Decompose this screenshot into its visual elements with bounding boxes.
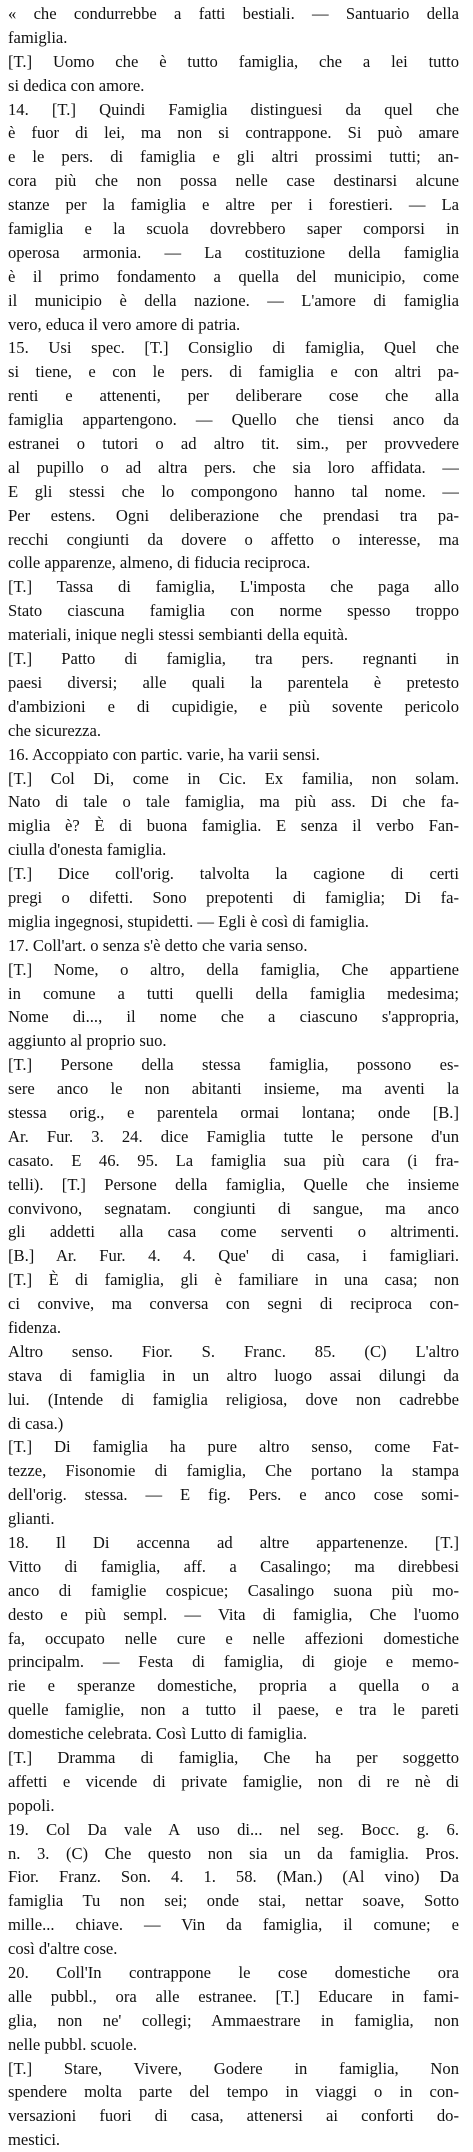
text-line: mille... chiave. — Vin da famiglia, il comune; e [8,1915,459,1935]
text-line: d'ambizioni e di cupidigie, e più sovente pericolo [8,696,459,716]
text-line: rie e speranze domestiche, propria a quella o a [8,1676,459,1696]
text-line: miglia ingegnosi, stupidetti. — Egli è così di famiglia. [8,911,369,931]
text-line: il municipio è della nazione. — L'amore di famiglia [8,290,459,310]
text-line: [B.] Ar. Fur. 4. 4. Que' di casa, i famigliari. [8,1246,459,1266]
text-line: n. 3. (C) Che questo non sia un da famiglia. Pros. [8,1843,459,1863]
text-line: lui. (Intende di famiglia religiosa, dove non cadrebbe [8,1389,459,1409]
text-line: renti e attenenti, per deliberare cose che alla [8,386,459,406]
text-line: « che condurrebbe a fatti bestiali. — Santuario della [8,4,459,23]
text-line: desto e più sempl. — Vita di famiglia, Che l'uomo [8,1604,459,1624]
text-line: Vitto di famiglia, aff. a Casalingo; ma direbbesi [8,1556,459,1576]
text-line: stava di famiglia in un altro luogo assai dilungi da [8,1365,459,1385]
text-line: gli addetti alla casa come serventi o altrimenti. [8,1222,459,1242]
text-line: famiglia appartengono. — Quello che tiensi anco da [8,410,459,430]
text-line: 19. Col Da vale A uso di... nel seg. Bocc. g. 6. [8,1819,459,1839]
text-line: [T.] È di famiglia, gli è familiare in una casa; non [8,1270,459,1290]
text-line: convivono, segnatam. congiunti di sangue, ma anco [8,1198,459,1218]
text-line: stessa orig., e parentela ormai lontana; onde [B.] [8,1102,459,1122]
text-line: quelle famiglie, non a tutto il paese, e tra le pareti [8,1700,459,1720]
text-line: famiglia Tu non sei; onde stai, nettar soave, Sotto [8,1891,459,1911]
text-line: che sicurezza. [8,720,102,740]
text-line: Per estens. Ogni deliberazione che prendasi tra pa- [8,505,459,525]
text-line: alle pubbl., ora alle estranee. [T.] Educare in fami- [8,1986,459,2006]
text-line: Fior. Franz. Son. 4. 1. 58. (Man.) (Al vino) Da [8,1867,459,1887]
text-line: è il primo fondamento a quella del municipio, come [8,266,459,286]
text-line: [T.] Uomo che è tutto famiglia, che a lei tutto [8,51,459,71]
text-line: e le pers. di famiglia e gli altri prossimi tutti; an- [8,147,459,167]
text-line: spendere molta parte del tempo in viaggi o in con- [8,2082,459,2102]
text-line: paesi diversi; alle quali la parentela è pretesto [8,672,459,692]
text-line: fa, occupato nelle cure e nelle affezioni domestiche [8,1628,459,1648]
text-line: famiglia e la scuola dovrebbero saper comporsi in [8,219,459,239]
text-line: dell'orig. stessa. — E fig. Pers. e anco cose somi- [8,1485,459,1505]
text-line: glianti. [8,1509,55,1529]
text-line: così d'altre cose. [8,1939,118,1959]
text-line: si dedica con amore. [8,75,145,95]
text-line: [T.] Stare, Vivere, Godere in famiglia, Non [8,2058,459,2078]
text-line: mestici. [8,2130,61,2150]
text-line: stanze per la famiglia e altre per i forestieri. — La [8,195,459,215]
text-line: anco di famiglie cospicue; Casalingo suona più mo- [8,1580,459,1600]
text-line: 16. Accoppiato con partic. varie, ha varii sensi. [8,744,320,764]
text-line: è fuor di lei, ma non si contrappone. Si può amare [8,123,459,143]
text-line: Nato di tale o tale famiglia, ma più ass. Di che fa- [8,792,459,812]
text-line: [T.] Tassa di famiglia, L'imposta che paga allo [8,577,459,597]
text-line: estranei o tutori o ad altro tit. sim., per provvedere [8,434,459,454]
text-line: popoli. [8,1795,55,1815]
text-line: in comune a tutti quelli della famiglia medesima; [8,983,459,1003]
text-line: [T.] Di famiglia ha pure altro senso, come Fat- [8,1437,459,1457]
text-line: recchi congiunti da dovere o affetto o interesse, ma [8,529,459,549]
text-line: [T.] Dice coll'orig. talvolta la cagione di certi [8,864,459,884]
text-line: [T.] Persone della stessa famiglia, possono es- [8,1055,459,1075]
text-line: fidenza. [8,1317,61,1337]
text-line: si tiene, e con le pers. di famiglia e con altri pa- [8,362,459,382]
text-line: sere anco le non abitanti insieme, ma aventi la [8,1079,459,1099]
text-line: ci convive, ma conversa con segni di reciproca con- [8,1294,459,1314]
text-line: Nome di..., il nome che a ciascuno s'appropria, [8,1007,459,1027]
text-line: vero, educa il vero amore di patria. [8,314,241,334]
text-line: colle apparenze, almeno, di fiducia reciproca. [8,553,311,573]
text-line: [T.] Patto di famiglia, tra pers. regnanti in [8,649,459,669]
text-line: miglia è? È di buona famiglia. E senza il verbo Fan- [8,816,459,836]
text-line: telli). [T.] Persone della famiglia, Quelle che insieme [8,1174,459,1194]
text-line: Ar. Fur. 3. 24. dice Famiglia tutte le persone d'un [8,1126,459,1146]
text-line: [T.] Nome, o altro, della famiglia, Che appartiene [8,959,459,979]
text-line: cora più che non possa nelle case destinarsi alcune [8,171,459,191]
text-line: 14. [T.] Quindi Famiglia distinguesi da quel che [8,99,459,119]
text-line: principalm. — Festa di famiglia, di gioje e memo- [8,1652,459,1672]
text-line: tezze, Fisonomie di famiglia, Che portano la stampa [8,1461,459,1481]
text-line: 20. Coll'In contrappone le cose domestiche ora [8,1963,459,1983]
text-line: E gli stessi che lo compongono hanno tal nome. — [8,481,459,501]
text-line: Stato ciascuna famiglia con norme spesso troppo [8,601,459,621]
text-line: domestiche celebrata. Così Lutto di famiglia. [8,1724,308,1744]
text-line: [T.] Col Di, come in Cic. Ex familia, non solam. [8,768,459,788]
text-line: nelle pubbl. scuole. [8,2034,138,2054]
text-line: pregi o difetti. Sono prepotenti di famiglia; Di fa- [8,887,459,907]
text-line: [T.] Dramma di famiglia, Che ha per soggetto [8,1748,459,1768]
text-line: di casa.) [8,1413,64,1433]
text-line: famiglia. [8,27,68,47]
text-line: al pupillo o ad altra pers. che sia loro affidata. — [8,457,459,477]
text-line: affetti e vicende di private famiglie, non di re nè di [8,1771,459,1791]
text-line: ciulla d'onesta famiglia. [8,840,167,860]
text-line: 18. Il Di accenna ad altre appartenenze. [T.] [8,1533,459,1552]
text-line: operosa armonia. — La costituzione della famiglia [8,242,459,262]
text-line: Altro senso. Fior. S. Franc. 85. (C) L'altro [8,1341,459,1361]
text-line: glia, non ne' collegi; Ammaestrare in famiglia, non [8,2010,459,2030]
text-line: casato. E 46. 95. La famiglia sua più cara (i fra- [8,1150,459,1170]
text-line: materiali, inique negli stessi sembianti della equità. [8,625,349,645]
text-line: aggiunto al proprio suo. [8,1031,167,1051]
text-line: 15. Usi spec. [T.] Consiglio di famiglia, Quel che [8,338,459,358]
text-line: 17. Coll'art. o senza s'è detto che varia senso. [8,935,308,955]
text-line: versazioni fuori di casa, attenersi ai conforti do- [8,2106,459,2126]
